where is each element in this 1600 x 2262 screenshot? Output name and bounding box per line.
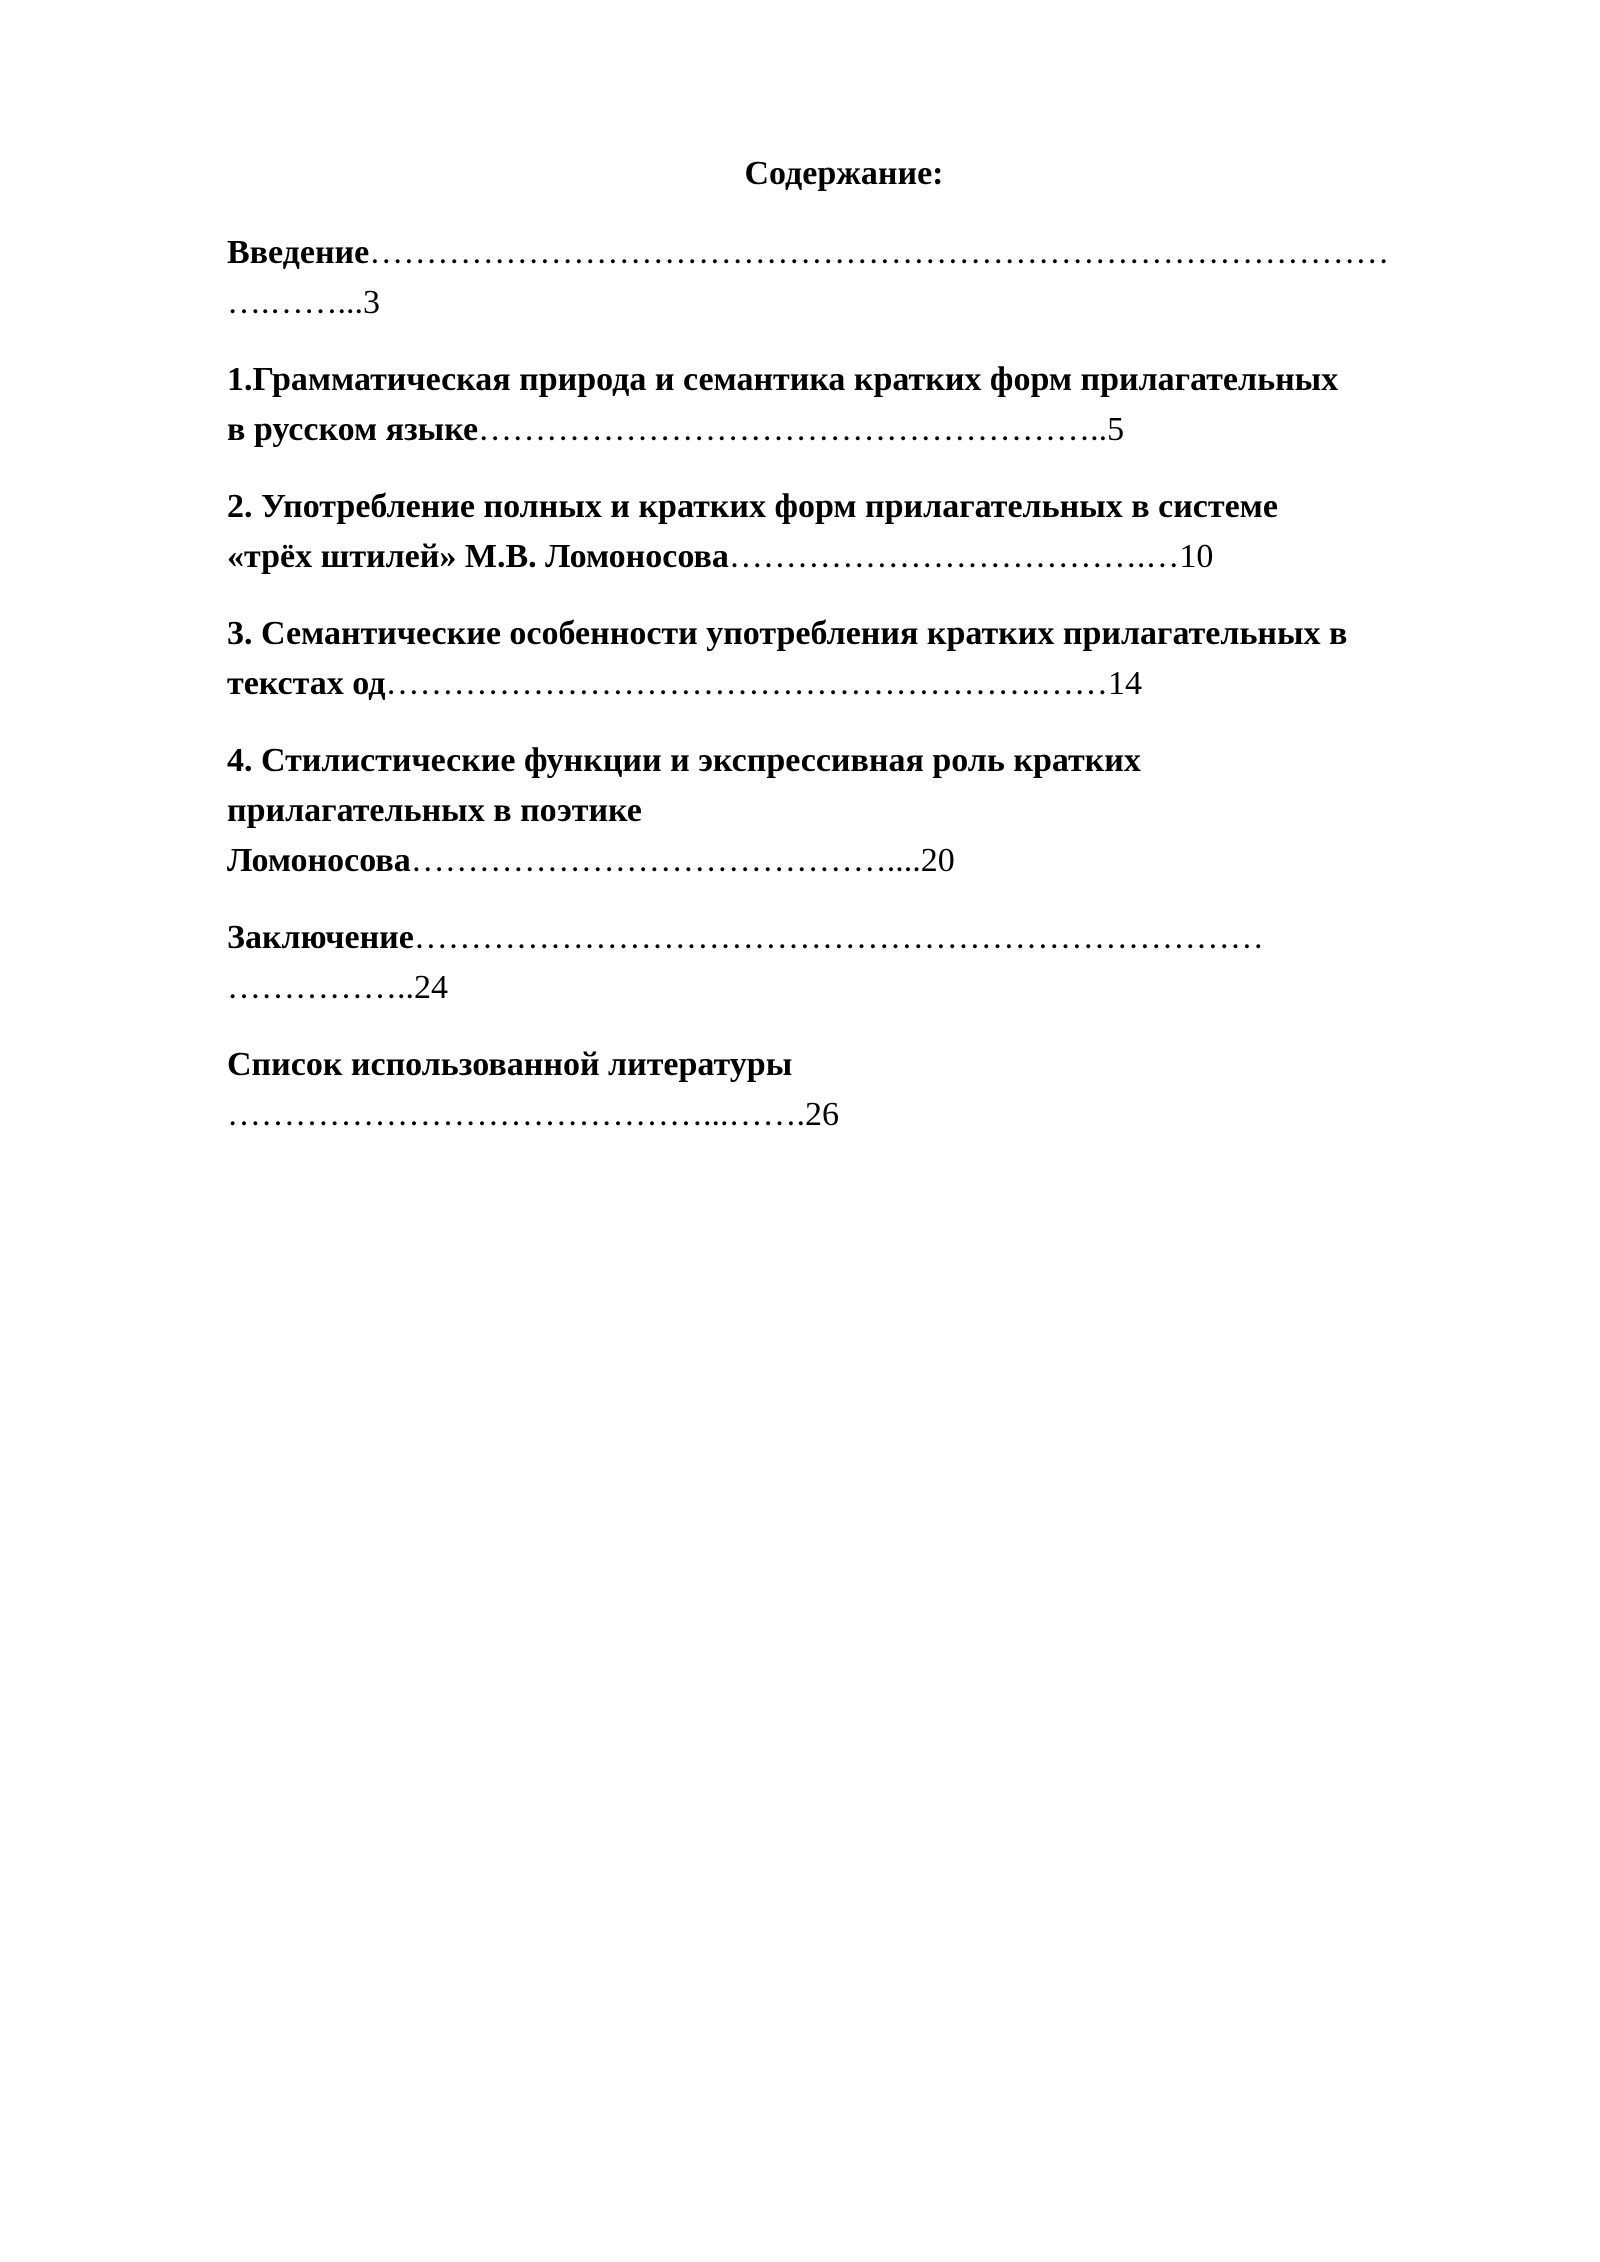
toc-leader-page: ……………………………….…10 bbox=[728, 538, 1214, 575]
toc-leader-page: ….……...3 bbox=[227, 284, 380, 321]
toc-line bbox=[227, 355, 1497, 405]
toc-heading-text: прилагательных в поэтике bbox=[227, 792, 642, 829]
toc-heading-text: текстах од bbox=[227, 665, 386, 702]
toc-line bbox=[227, 278, 1497, 328]
toc-leader-page: ………………………………………………….……14 bbox=[385, 665, 1142, 702]
toc-heading-text: 1.Грамматическая природа и семантика кратких форм прилагательных bbox=[227, 361, 1339, 398]
toc-leader-page: ……………..24 bbox=[227, 969, 448, 1006]
toc-heading-text: 2. Употребление полных и кратких форм прилагательных в системе bbox=[227, 488, 1278, 525]
toc-line bbox=[227, 532, 1497, 582]
toc-entry-chapter-1 bbox=[227, 355, 1497, 455]
toc-leader-page: ……………………………………....20 bbox=[410, 842, 955, 879]
toc-heading-text: «трёх штилей» М.В. Ломоносова bbox=[227, 538, 729, 575]
toc-line bbox=[227, 913, 1497, 963]
toc-line bbox=[227, 609, 1497, 659]
toc-title: Содержание: bbox=[744, 155, 944, 192]
toc-line bbox=[227, 659, 1497, 709]
toc-leader-page: ……………………………………...…….26 bbox=[227, 1096, 839, 1133]
toc-line bbox=[227, 482, 1497, 532]
toc-heading-text: 3. Семантические особенности употребления кратких прилагательных в bbox=[227, 615, 1348, 652]
toc-heading-text: Введение bbox=[227, 234, 370, 271]
toc-heading-text: Заключение bbox=[227, 919, 414, 956]
toc-heading-text: Список использованной литературы bbox=[227, 1046, 793, 1083]
toc-line bbox=[227, 405, 1497, 455]
toc-line bbox=[227, 736, 1497, 786]
toc-line bbox=[227, 786, 1497, 836]
toc-entry-bibliography bbox=[227, 1040, 1497, 1140]
toc-heading-text: в русском языке bbox=[227, 411, 479, 448]
toc-leader-page: ………………………………………………..5 bbox=[478, 411, 1125, 448]
toc-heading-text: Ломоносова bbox=[227, 842, 411, 879]
toc-entry-chapter-2 bbox=[227, 482, 1497, 582]
toc-heading-text: 4. Стилистические функции и экспрессивная роль кратких bbox=[227, 742, 1141, 779]
toc-entry-introduction bbox=[227, 228, 1497, 328]
toc-leader: ………………………………………………………………… bbox=[413, 919, 1264, 956]
toc-line bbox=[227, 836, 1497, 886]
toc-entry-chapter-3 bbox=[227, 609, 1497, 709]
toc-line bbox=[227, 228, 1497, 278]
toc-entry-chapter-4 bbox=[227, 736, 1497, 886]
toc-line bbox=[227, 1040, 1497, 1090]
toc-line bbox=[227, 1090, 1497, 1140]
toc-line bbox=[227, 963, 1497, 1013]
toc-entry-conclusion bbox=[227, 913, 1497, 1013]
toc-leader: ……………………………………………………………………………… bbox=[369, 234, 1390, 271]
